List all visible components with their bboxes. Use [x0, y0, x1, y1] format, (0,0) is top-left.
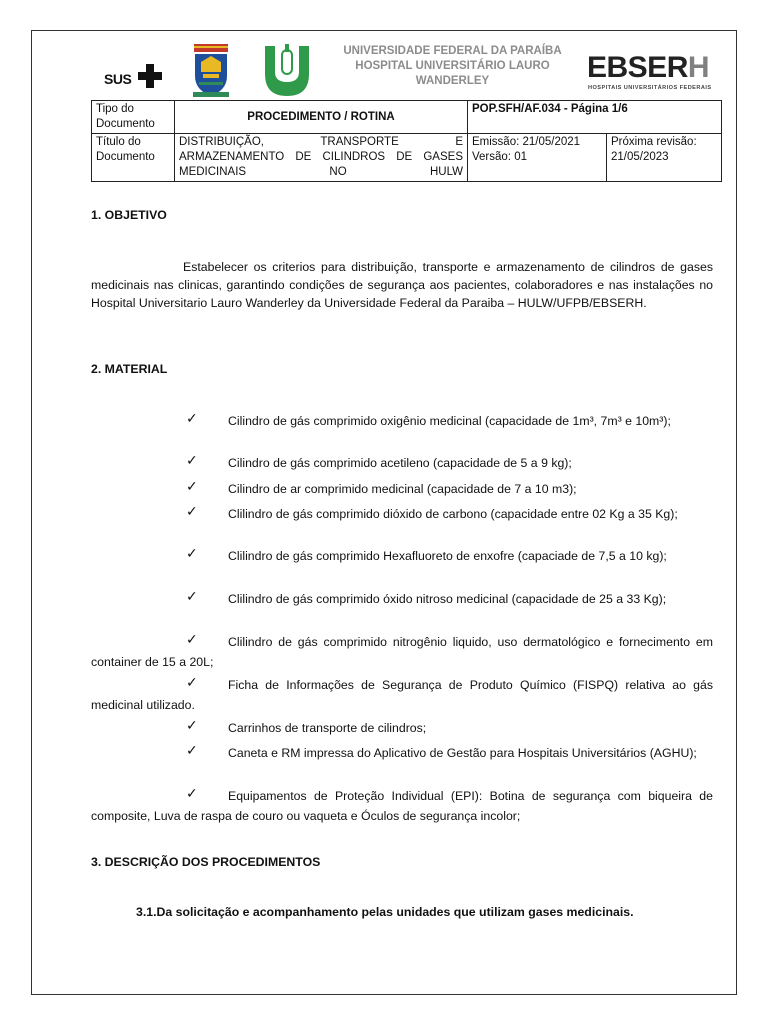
- subsection-3-1-title: 3.1.Da solicitação e acompanhamento pelas unidades que utilizam gases medicinais.: [136, 905, 634, 919]
- ebserh-wordmark: [587, 52, 709, 84]
- ufpb-crest-logo: [191, 42, 231, 98]
- material-item: [91, 786, 713, 826]
- institution-name: [330, 44, 575, 89]
- section-objetivo-title: 1. OBJETIVO: [91, 208, 167, 222]
- document-info-table: [91, 100, 722, 182]
- checkmark-icon: ✓: [186, 785, 198, 801]
- checkmark-icon: ✓: [186, 674, 198, 690]
- next-revision-date: 21/05/2023: [611, 151, 669, 163]
- sus-cross-icon: [138, 64, 162, 88]
- checkmark-icon: ✓: [186, 478, 198, 494]
- checkmark-icon: ✓: [186, 410, 198, 426]
- material-item-text: Clilindro de gás comprimido dióxido de carbono (capacidade entre 02 Kg a 35 Kg);: [228, 507, 678, 521]
- checkmark-icon: ✓: [186, 588, 198, 604]
- material-item-text: Clilindro de gás comprimido óxido nitroso medicinal (capacidade de 25 a 33 Kg);: [228, 592, 667, 606]
- material-item: [91, 504, 713, 524]
- sus-logo: [104, 62, 164, 92]
- titulo-label: Título do Documento: [92, 134, 175, 182]
- material-item-text: Clilindro de gás comprimido nitrogênio liquido, uso dermatológico e fornecimento em container de 15 a 20L;: [91, 635, 713, 669]
- material-item-text: Carrinhos de transporte de cilindros;: [228, 721, 427, 735]
- document-code: POP.SFH/AF.034 - Página 1/6: [468, 101, 722, 134]
- ebserh-subtitle: HOSPITAIS UNIVERSITÁRIOS FEDERAIS: [588, 85, 712, 91]
- material-item: [91, 411, 713, 431]
- material-item: [91, 589, 713, 609]
- material-item-text: Equipamentos de Proteção Individual (EPI): Botina de segurança com biqueira de composite, Luva de raspa de couro ou vaqueta e Óculos de segurança incolor;: [91, 789, 713, 823]
- emission-date: Emissão: 21/05/2021: [472, 136, 581, 148]
- checkmark-icon: ✓: [186, 503, 198, 519]
- checkmark-icon: ✓: [186, 452, 198, 468]
- checkmark-icon: ✓: [186, 742, 198, 758]
- material-item-text: Ficha de Informações de Segurança de Produto Químico (FISPQ) relativa ao gás medicinal utilizado.: [91, 678, 713, 712]
- emission-version-cell: [468, 134, 607, 182]
- section-objetivo-text: Estabelecer os criterios para distribuição, transporte e armazenamento de cilindros de gases medicinais nas clinicas, garantindo condições de segurança aos pacientes, colaboradores e nas instalações no Hospital Universitario Lauro Wanderley da Universidade Federal da Paraiba – HULW/UFPB/EBSERH.: [91, 260, 713, 310]
- institution-line: UNIVERSIDADE FEDERAL DA PARAÍBA: [343, 45, 562, 57]
- section-material-title: 2. MATERIAL: [91, 362, 168, 376]
- institution-line: WANDERLEY: [415, 75, 490, 87]
- sus-logo-text: SUS: [104, 71, 132, 87]
- material-item: [91, 675, 713, 715]
- institution-line: HOSPITAL UNIVERSITÁRIO LAURO: [355, 60, 550, 72]
- ebserh-main-text: EBSER: [587, 51, 688, 84]
- material-item: [91, 718, 713, 738]
- material-item: [91, 453, 713, 473]
- checkmark-icon: ✓: [186, 545, 198, 561]
- version: Versão: 01: [472, 151, 527, 163]
- material-item-text: Clilindro de gás comprimido Hexafluoreto de enxofre (capaciade de 7,5 a 10 kg);: [228, 549, 667, 563]
- ebserh-logo: [587, 52, 722, 96]
- material-item-text: Cilindro de gás comprimido oxigênio medicinal (capacidade de 1m³, 7m³ e 10m³);: [228, 414, 671, 428]
- titulo-value: DISTRIBUIÇÃO, TRANSPORTE E ARMAZENAMENTO DE CILINDROS DE GASES MEDICINAIS NO HULW: [175, 134, 468, 182]
- ebserh-h-text: H: [687, 51, 710, 84]
- section-procedimentos-title: 3. DESCRIÇÃO DOS PROCEDIMENTOS: [91, 855, 321, 869]
- next-revision-label: Próxima revisão:: [611, 136, 697, 148]
- material-item: [91, 743, 713, 763]
- material-item: [91, 632, 713, 672]
- checkmark-icon: ✓: [186, 631, 198, 647]
- material-item-text: Cilindro de gás comprimido acetileno (capacidade de 5 a 9 kg);: [228, 456, 572, 470]
- checkmark-icon: ✓: [186, 717, 198, 733]
- hulw-logo: [262, 42, 312, 100]
- material-item-text: Cilindro de ar comprimido medicinal (capacidade de 7 a 10 m3);: [228, 482, 577, 496]
- next-revision-cell: [607, 134, 722, 182]
- tipo-label: Tipo do Documento: [92, 101, 175, 134]
- material-item-text: Caneta e RM impressa do Aplicativo de Gestão para Hospitais Universitários (AGHU);: [228, 746, 697, 760]
- tipo-value: PROCEDIMENTO / ROTINA: [175, 101, 468, 134]
- material-item: [91, 479, 713, 499]
- material-item: [91, 546, 713, 566]
